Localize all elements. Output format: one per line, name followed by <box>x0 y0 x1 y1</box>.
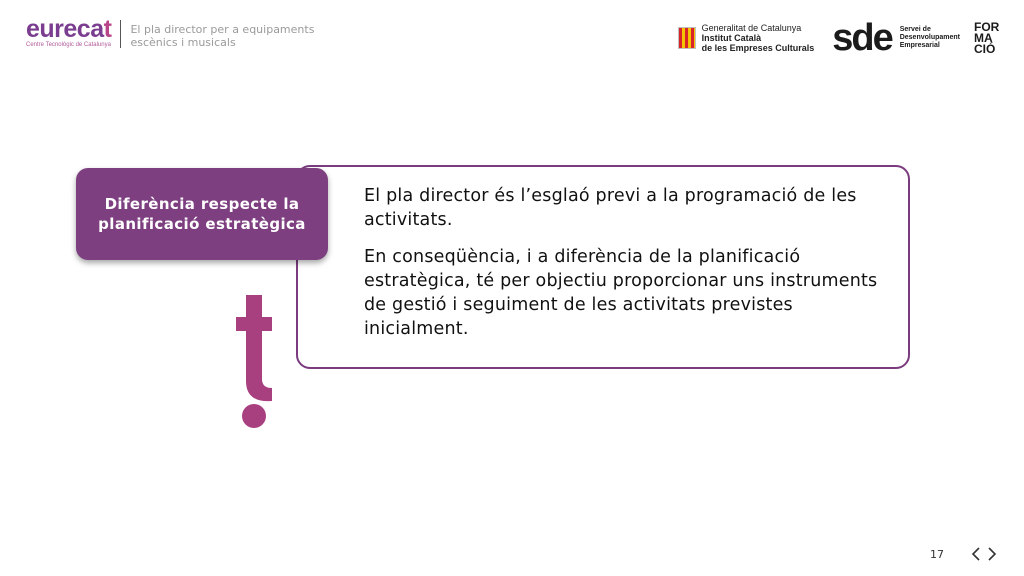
eurecat-wordmark <box>26 16 111 42</box>
sde-line1: Servei de <box>899 26 931 33</box>
gencat-logo <box>678 23 815 53</box>
slide-footer <box>930 546 998 562</box>
sde-line3: Empresarial <box>899 42 940 49</box>
content-text <box>364 184 894 354</box>
paragraph-1: El pla director és l’esglaó previ a la programació de les activitats. <box>364 186 857 230</box>
header-divider <box>120 20 121 48</box>
wordmark-accent: t <box>103 15 112 43</box>
deck-title: El pla director per a equipaments escènics i musicals <box>130 23 315 49</box>
senyera-icon <box>678 27 696 49</box>
formacio-logo <box>974 19 1000 56</box>
gencat-line3: de les Empreses Culturals <box>701 43 815 53</box>
formacio-line2: MA <box>974 30 993 45</box>
paragraph-2: En conseqüència, i a diferència de la planificació estratègica, té per objectiu proporcionar uns instruments de gestió i seguiment de les activitats previstes inicialment. <box>364 247 878 339</box>
content-box <box>296 165 910 369</box>
section-tab <box>76 168 328 260</box>
gencat-text <box>702 23 815 53</box>
sde-line2: Desenvolupament <box>899 34 960 41</box>
eurecat-logo <box>26 16 111 48</box>
gencat-line1: Generalitat de Catalunya <box>701 23 802 33</box>
section-tab-label: Diferència respecte la planificació estratègica <box>98 195 306 233</box>
sde-mark: sde <box>832 17 892 59</box>
formacio-line1: FOR <box>974 19 1000 34</box>
wordmark-main: eureca <box>26 15 104 43</box>
chevron-left-icon[interactable] <box>970 546 982 562</box>
eurecat-tagline: Centre Tecnològic de Catalunya <box>26 42 111 48</box>
sde-text <box>900 26 960 50</box>
partner-logos <box>678 13 1000 63</box>
decorative-exclamation-icon <box>232 295 278 430</box>
gencat-line2: Institut Català <box>701 33 762 43</box>
formacio-line3: CIÓ <box>974 41 996 56</box>
sde-logo <box>832 19 960 57</box>
header-brand <box>26 16 330 49</box>
page-number: 17 <box>930 547 944 561</box>
chevron-right-icon[interactable] <box>986 546 998 562</box>
